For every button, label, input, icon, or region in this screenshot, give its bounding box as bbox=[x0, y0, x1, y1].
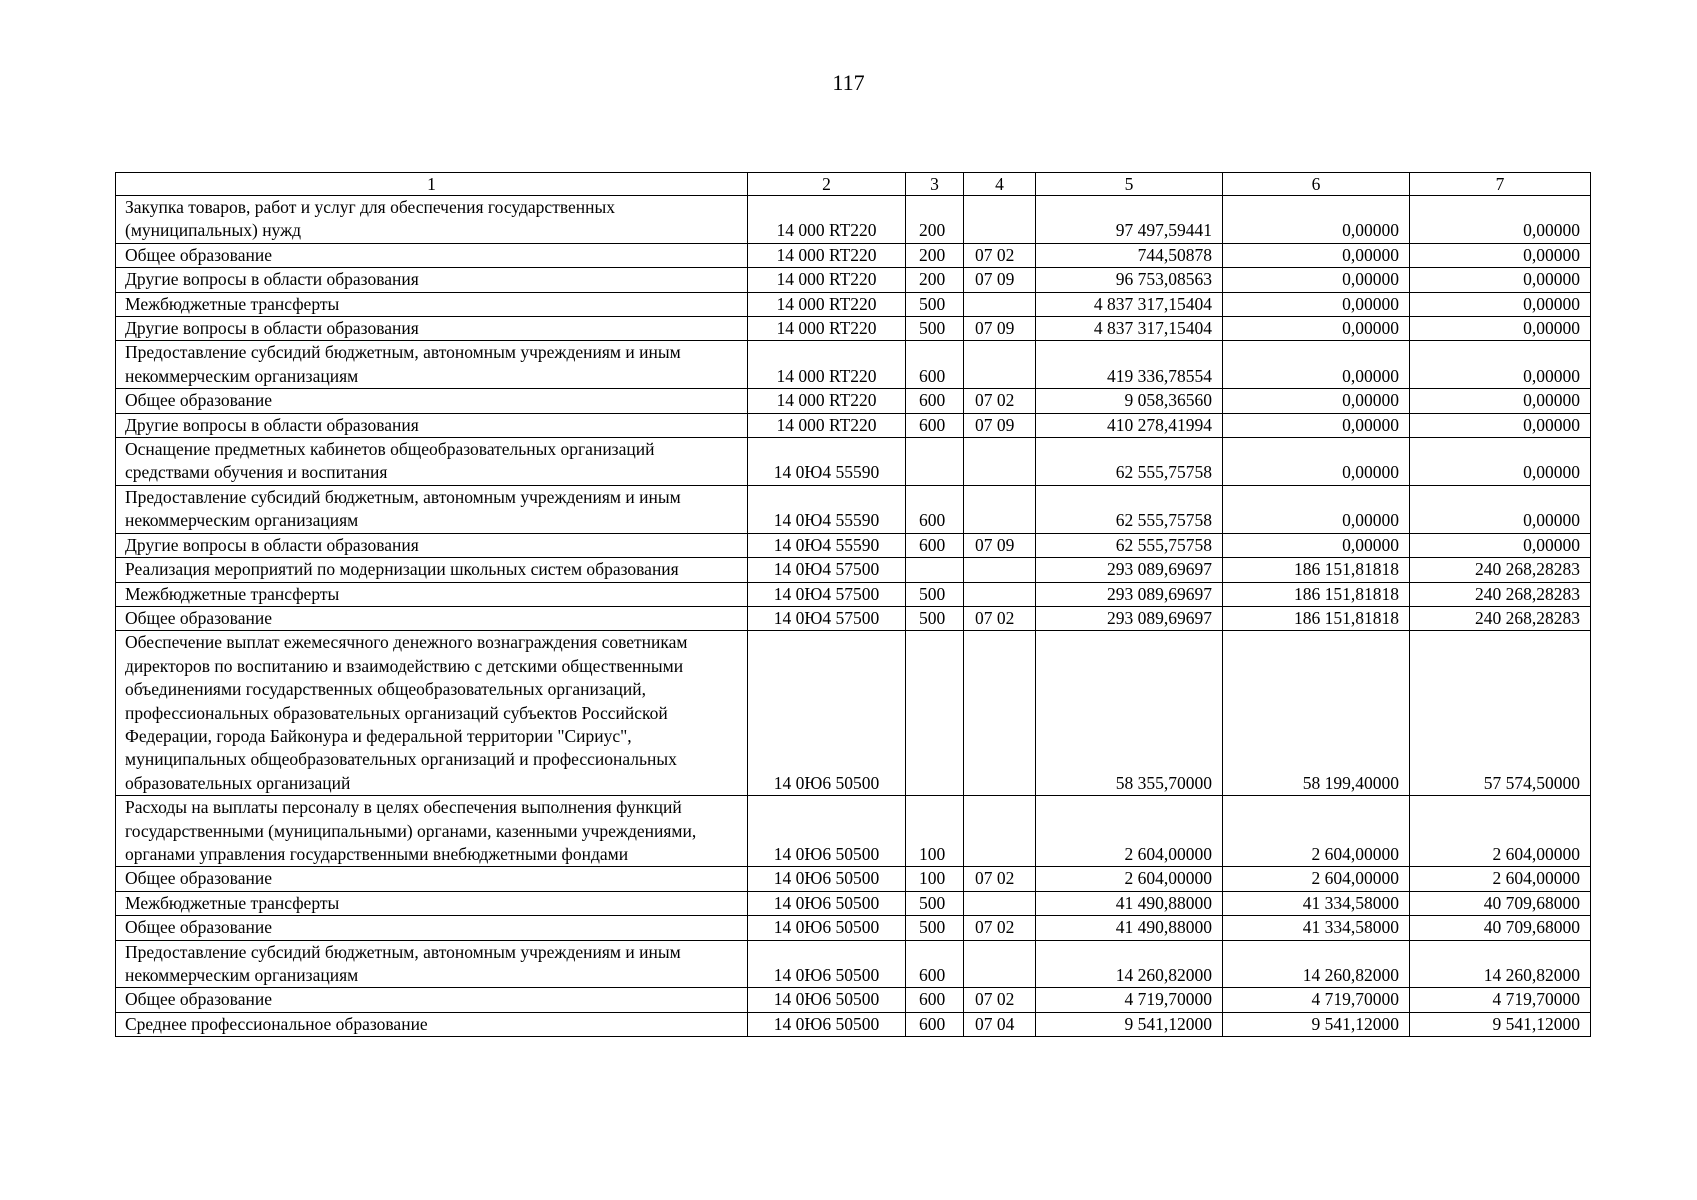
amount-col5: 58 355,70000 bbox=[1036, 631, 1223, 796]
expense-type-code: 500 bbox=[906, 916, 964, 940]
table-row bbox=[116, 582, 1591, 606]
row-name: Предоставление субсидий бюджетным, автономным учреждениям и иным некоммерческим организациям bbox=[116, 485, 748, 533]
column-header-6: 6 bbox=[1223, 173, 1410, 196]
amount-col5: 97 497,59441 bbox=[1036, 196, 1223, 244]
amount-col6: 0,00000 bbox=[1223, 341, 1410, 389]
amount-col6: 186 151,81818 bbox=[1223, 558, 1410, 582]
expense-type-code: 200 bbox=[906, 268, 964, 292]
table-row bbox=[116, 916, 1591, 940]
target-article-code: 14 0Ю4 57500 bbox=[748, 558, 906, 582]
amount-col6: 0,00000 bbox=[1223, 196, 1410, 244]
expense-type-code: 500 bbox=[906, 292, 964, 316]
expense-type-code: 600 bbox=[906, 389, 964, 413]
amount-col6: 4 719,70000 bbox=[1223, 988, 1410, 1012]
table-row bbox=[116, 606, 1591, 630]
row-name: Закупка товаров, работ и услуг для обеспечения государственных (муниципальных) нужд bbox=[116, 196, 748, 244]
section-code: 07 02 bbox=[964, 988, 1036, 1012]
row-name: Общее образование bbox=[116, 243, 748, 267]
column-header-4: 4 bbox=[964, 173, 1036, 196]
amount-col7: 57 574,50000 bbox=[1410, 631, 1591, 796]
amount-col7: 0,00000 bbox=[1410, 485, 1591, 533]
amount-col5: 62 555,75758 bbox=[1036, 485, 1223, 533]
target-article-code: 14 0Ю4 57500 bbox=[748, 606, 906, 630]
table-row bbox=[116, 891, 1591, 915]
expense-type-code: 500 bbox=[906, 582, 964, 606]
column-header-1: 1 bbox=[116, 173, 748, 196]
row-name: Расходы на выплаты персоналу в целях обеспечения выполнения функций государственными (муниципальными) органами, казенными учреждениями, органами управления государственными внебюджетными фондами bbox=[116, 796, 748, 867]
amount-col5: 744,50878 bbox=[1036, 243, 1223, 267]
amount-col6: 2 604,00000 bbox=[1223, 796, 1410, 867]
table-row bbox=[116, 292, 1591, 316]
section-code bbox=[964, 438, 1036, 486]
expense-type-code bbox=[906, 558, 964, 582]
amount-col5: 4 719,70000 bbox=[1036, 988, 1223, 1012]
amount-col5: 9 058,36560 bbox=[1036, 389, 1223, 413]
target-article-code: 14 000 RT220 bbox=[748, 292, 906, 316]
amount-col6: 9 541,12000 bbox=[1223, 1012, 1410, 1036]
amount-col5: 4 837 317,15404 bbox=[1036, 292, 1223, 316]
target-article-code: 14 0Ю6 50500 bbox=[748, 988, 906, 1012]
amount-col5: 14 260,82000 bbox=[1036, 940, 1223, 988]
column-header-2: 2 bbox=[748, 173, 906, 196]
target-article-code: 14 0Ю6 50500 bbox=[748, 796, 906, 867]
section-code bbox=[964, 796, 1036, 867]
expense-type-code: 200 bbox=[906, 243, 964, 267]
table-row bbox=[116, 940, 1591, 988]
expense-type-code: 100 bbox=[906, 796, 964, 867]
table-body bbox=[116, 173, 1591, 1037]
amount-col7: 240 268,28283 bbox=[1410, 558, 1591, 582]
column-number-row bbox=[116, 173, 1591, 196]
amount-col5: 2 604,00000 bbox=[1036, 867, 1223, 891]
table-row bbox=[116, 796, 1591, 867]
expense-type-code: 600 bbox=[906, 1012, 964, 1036]
page-number: 117 bbox=[832, 70, 865, 95]
amount-col5: 41 490,88000 bbox=[1036, 916, 1223, 940]
amount-col5: 4 837 317,15404 bbox=[1036, 317, 1223, 341]
row-name: Общее образование bbox=[116, 916, 748, 940]
amount-col7: 0,00000 bbox=[1410, 341, 1591, 389]
expense-type-code: 500 bbox=[906, 891, 964, 915]
amount-col5: 9 541,12000 bbox=[1036, 1012, 1223, 1036]
row-name: Общее образование bbox=[116, 867, 748, 891]
row-name: Оснащение предметных кабинетов общеобразовательных организаций средствами обучения и воспитания bbox=[116, 438, 748, 486]
expense-type-code bbox=[906, 631, 964, 796]
column-header-5: 5 bbox=[1036, 173, 1223, 196]
amount-col6: 0,00000 bbox=[1223, 485, 1410, 533]
section-code: 07 09 bbox=[964, 268, 1036, 292]
amount-col5: 293 089,69697 bbox=[1036, 606, 1223, 630]
table-row bbox=[116, 317, 1591, 341]
expense-type-code bbox=[906, 438, 964, 486]
amount-col6: 0,00000 bbox=[1223, 243, 1410, 267]
row-name: Обеспечение выплат ежемесячного денежного вознаграждения советникам директоров по воспитанию и взаимодействию с детскими общественными объединениями государственных общеобразовательных организаций, профессиональных образовательных организаций субъектов Российской Федерации, города Байконура и федеральной территории "Сириус", муниципальных общеобразовательных организаций и профессиональных образовательных организаций bbox=[116, 631, 748, 796]
table-row bbox=[116, 1012, 1591, 1036]
amount-col7: 2 604,00000 bbox=[1410, 867, 1591, 891]
target-article-code: 14 0Ю4 55590 bbox=[748, 485, 906, 533]
row-name: Общее образование bbox=[116, 606, 748, 630]
amount-col6: 0,00000 bbox=[1223, 317, 1410, 341]
section-code bbox=[964, 558, 1036, 582]
target-article-code: 14 0Ю4 57500 bbox=[748, 582, 906, 606]
section-code bbox=[964, 582, 1036, 606]
row-name: Общее образование bbox=[116, 988, 748, 1012]
amount-col5: 410 278,41994 bbox=[1036, 413, 1223, 437]
expense-type-code: 600 bbox=[906, 485, 964, 533]
expense-type-code: 100 bbox=[906, 867, 964, 891]
target-article-code: 14 000 RT220 bbox=[748, 413, 906, 437]
amount-col6: 58 199,40000 bbox=[1223, 631, 1410, 796]
amount-col6: 186 151,81818 bbox=[1223, 606, 1410, 630]
section-code bbox=[964, 631, 1036, 796]
target-article-code: 14 0Ю6 50500 bbox=[748, 891, 906, 915]
amount-col6: 186 151,81818 bbox=[1223, 582, 1410, 606]
row-name: Среднее профессиональное образование bbox=[116, 1012, 748, 1036]
amount-col7: 240 268,28283 bbox=[1410, 582, 1591, 606]
expense-type-code: 600 bbox=[906, 413, 964, 437]
amount-col7: 9 541,12000 bbox=[1410, 1012, 1591, 1036]
table-row bbox=[116, 341, 1591, 389]
amount-col7: 240 268,28283 bbox=[1410, 606, 1591, 630]
table-row bbox=[116, 389, 1591, 413]
row-name: Предоставление субсидий бюджетным, автономным учреждениям и иным некоммерческим организациям bbox=[116, 341, 748, 389]
amount-col7: 0,00000 bbox=[1410, 243, 1591, 267]
amount-col6: 0,00000 bbox=[1223, 389, 1410, 413]
amount-col7: 40 709,68000 bbox=[1410, 916, 1591, 940]
row-name: Другие вопросы в области образования bbox=[116, 268, 748, 292]
amount-col7: 0,00000 bbox=[1410, 533, 1591, 557]
target-article-code: 14 0Ю6 50500 bbox=[748, 631, 906, 796]
amount-col6: 0,00000 bbox=[1223, 292, 1410, 316]
amount-col5: 2 604,00000 bbox=[1036, 796, 1223, 867]
section-code: 07 09 bbox=[964, 317, 1036, 341]
target-article-code: 14 000 RT220 bbox=[748, 317, 906, 341]
amount-col6: 0,00000 bbox=[1223, 268, 1410, 292]
section-code: 07 02 bbox=[964, 389, 1036, 413]
expense-type-code: 600 bbox=[906, 341, 964, 389]
column-header-7: 7 bbox=[1410, 173, 1591, 196]
amount-col7: 0,00000 bbox=[1410, 438, 1591, 486]
section-code bbox=[964, 940, 1036, 988]
amount-col6: 2 604,00000 bbox=[1223, 867, 1410, 891]
target-article-code: 14 000 RT220 bbox=[748, 268, 906, 292]
expense-type-code: 600 bbox=[906, 988, 964, 1012]
row-name: Реализация мероприятий по модернизации школьных систем образования bbox=[116, 558, 748, 582]
amount-col7: 14 260,82000 bbox=[1410, 940, 1591, 988]
amount-col6: 41 334,58000 bbox=[1223, 916, 1410, 940]
amount-col5: 293 089,69697 bbox=[1036, 558, 1223, 582]
target-article-code: 14 000 RT220 bbox=[748, 389, 906, 413]
amount-col7: 0,00000 bbox=[1410, 292, 1591, 316]
table-row bbox=[116, 867, 1591, 891]
amount-col6: 0,00000 bbox=[1223, 533, 1410, 557]
row-name: Другие вопросы в области образования bbox=[116, 533, 748, 557]
expense-type-code: 500 bbox=[906, 317, 964, 341]
target-article-code: 14 0Ю6 50500 bbox=[748, 1012, 906, 1036]
amount-col5: 419 336,78554 bbox=[1036, 341, 1223, 389]
expense-type-code: 500 bbox=[906, 606, 964, 630]
amount-col6: 0,00000 bbox=[1223, 413, 1410, 437]
table-row bbox=[116, 533, 1591, 557]
row-name: Общее образование bbox=[116, 389, 748, 413]
table-row bbox=[116, 413, 1591, 437]
amount-col7: 2 604,00000 bbox=[1410, 796, 1591, 867]
amount-col6: 41 334,58000 bbox=[1223, 891, 1410, 915]
row-name: Предоставление субсидий бюджетным, автономным учреждениям и иным некоммерческим организациям bbox=[116, 940, 748, 988]
amount-col7: 0,00000 bbox=[1410, 389, 1591, 413]
table-row bbox=[116, 243, 1591, 267]
expense-type-code: 200 bbox=[906, 196, 964, 244]
expense-type-code: 600 bbox=[906, 940, 964, 988]
amount-col6: 0,00000 bbox=[1223, 438, 1410, 486]
section-code bbox=[964, 891, 1036, 915]
target-article-code: 14 000 RT220 bbox=[748, 243, 906, 267]
section-code bbox=[964, 196, 1036, 244]
expense-type-code: 600 bbox=[906, 533, 964, 557]
amount-col5: 41 490,88000 bbox=[1036, 891, 1223, 915]
amount-col7: 0,00000 bbox=[1410, 413, 1591, 437]
row-name: Межбюджетные трансферты bbox=[116, 292, 748, 316]
table-row bbox=[116, 268, 1591, 292]
section-code bbox=[964, 292, 1036, 316]
target-article-code: 14 000 RT220 bbox=[748, 196, 906, 244]
target-article-code: 14 0Ю6 50500 bbox=[748, 867, 906, 891]
amount-col6: 14 260,82000 bbox=[1223, 940, 1410, 988]
amount-col5: 293 089,69697 bbox=[1036, 582, 1223, 606]
section-code bbox=[964, 341, 1036, 389]
section-code: 07 02 bbox=[964, 606, 1036, 630]
amount-col7: 0,00000 bbox=[1410, 268, 1591, 292]
section-code: 07 09 bbox=[964, 533, 1036, 557]
section-code: 07 02 bbox=[964, 243, 1036, 267]
table-row bbox=[116, 988, 1591, 1012]
row-name: Межбюджетные трансферты bbox=[116, 891, 748, 915]
amount-col5: 62 555,75758 bbox=[1036, 438, 1223, 486]
target-article-code: 14 0Ю6 50500 bbox=[748, 940, 906, 988]
table-row bbox=[116, 196, 1591, 244]
amount-col7: 0,00000 bbox=[1410, 317, 1591, 341]
table-row bbox=[116, 631, 1591, 796]
section-code bbox=[964, 485, 1036, 533]
section-code: 07 09 bbox=[964, 413, 1036, 437]
amount-col5: 96 753,08563 bbox=[1036, 268, 1223, 292]
target-article-code: 14 0Ю4 55590 bbox=[748, 438, 906, 486]
section-code: 07 02 bbox=[964, 916, 1036, 940]
amount-col7: 4 719,70000 bbox=[1410, 988, 1591, 1012]
target-article-code: 14 0Ю4 55590 bbox=[748, 533, 906, 557]
table-row bbox=[116, 438, 1591, 486]
row-name: Другие вопросы в области образования bbox=[116, 317, 748, 341]
target-article-code: 14 0Ю6 50500 bbox=[748, 916, 906, 940]
row-name: Межбюджетные трансферты bbox=[116, 582, 748, 606]
section-code: 07 04 bbox=[964, 1012, 1036, 1036]
target-article-code: 14 000 RT220 bbox=[748, 341, 906, 389]
table-row bbox=[116, 485, 1591, 533]
amount-col5: 62 555,75758 bbox=[1036, 533, 1223, 557]
row-name: Другие вопросы в области образования bbox=[116, 413, 748, 437]
amount-col7: 40 709,68000 bbox=[1410, 891, 1591, 915]
section-code: 07 02 bbox=[964, 867, 1036, 891]
column-header-3: 3 bbox=[906, 173, 964, 196]
budget-table bbox=[115, 172, 1591, 1037]
table-row bbox=[116, 558, 1591, 582]
amount-col7: 0,00000 bbox=[1410, 196, 1591, 244]
